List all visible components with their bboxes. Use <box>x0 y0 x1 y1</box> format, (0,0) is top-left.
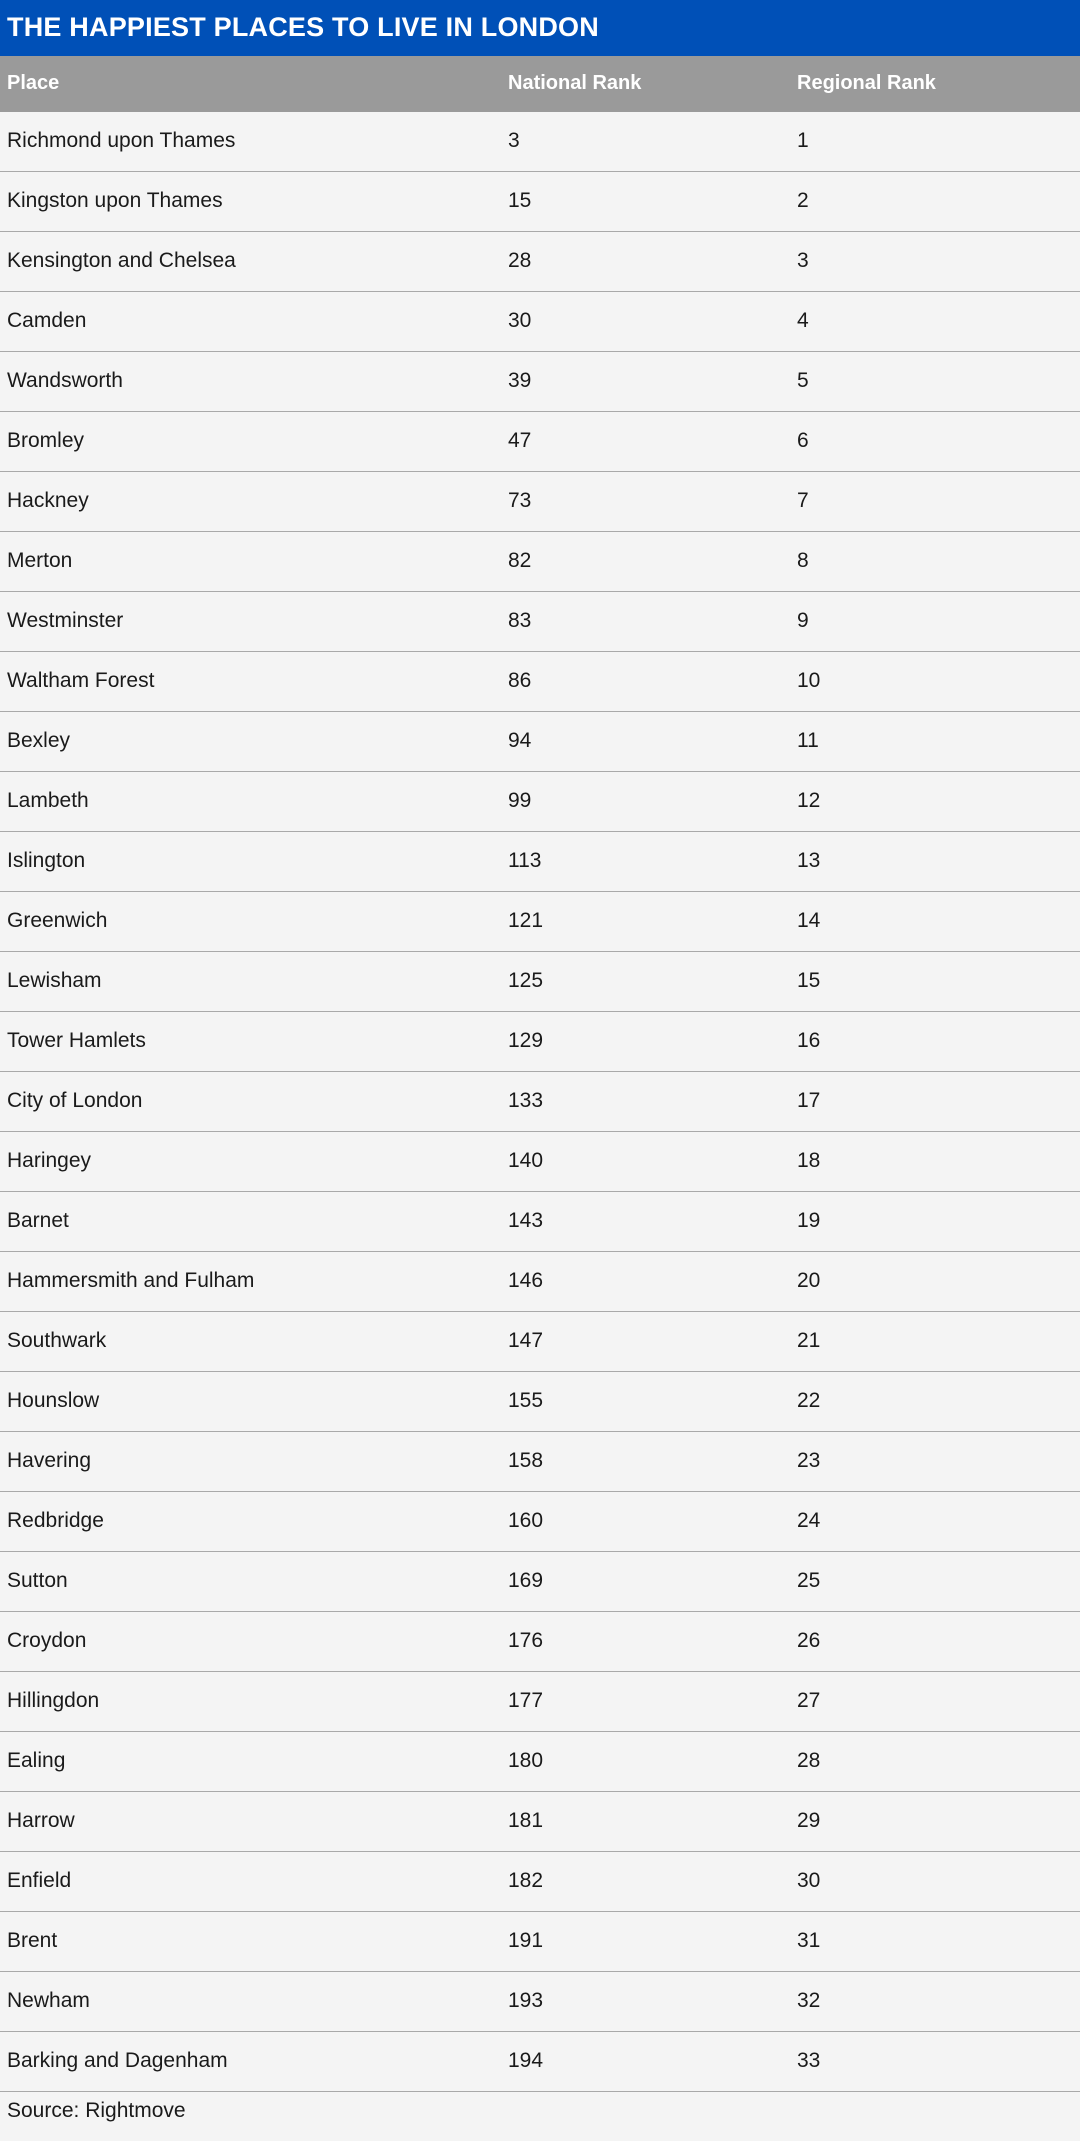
regional-rank-cell: 30 <box>797 1869 821 1892</box>
table-row <box>0 472 1080 532</box>
national-rank-cell: 160 <box>508 1509 544 1532</box>
table-row <box>0 412 1080 472</box>
place-cell: Bromley <box>7 429 85 452</box>
place-cell: Wandsworth <box>7 369 123 392</box>
regional-rank-cell: 7 <box>797 489 809 512</box>
national-rank-cell: 83 <box>508 609 532 632</box>
national-rank-cell: 73 <box>508 489 532 512</box>
table-row <box>0 232 1080 292</box>
regional-rank-cell: 3 <box>797 249 809 272</box>
table-row <box>0 832 1080 892</box>
table-row <box>0 532 1080 592</box>
national-rank-cell: 86 <box>508 669 532 692</box>
national-rank-cell: 3 <box>508 129 520 152</box>
table-row <box>0 1372 1080 1432</box>
place-cell: Sutton <box>7 1569 68 1592</box>
regional-rank-cell: 11 <box>797 729 819 752</box>
place-cell: Islington <box>7 849 86 872</box>
regional-rank-cell: 19 <box>797 1209 821 1232</box>
place-cell: Hounslow <box>7 1389 100 1412</box>
place-cell: Merton <box>7 549 73 572</box>
place-cell: Hammersmith and Fulham <box>7 1269 255 1292</box>
table-row <box>0 1672 1080 1732</box>
regional-rank-cell: 10 <box>797 669 821 692</box>
national-rank-cell: 194 <box>508 2049 544 2072</box>
table-row <box>0 1072 1080 1132</box>
source-note: Source: Rightmove <box>7 2099 186 2122</box>
place-cell: Enfield <box>7 1869 72 1892</box>
place-cell: Camden <box>7 309 87 332</box>
regional-rank-cell: 14 <box>797 909 821 932</box>
place-cell: Barnet <box>7 1209 69 1232</box>
title-bar <box>0 0 1080 56</box>
place-cell: Lambeth <box>7 789 89 812</box>
national-rank-cell: 129 <box>508 1029 544 1052</box>
place-cell: Harrow <box>7 1809 75 1832</box>
regional-rank-cell: 18 <box>797 1149 821 1172</box>
column-header-place: Place <box>7 72 60 94</box>
place-cell: Tower Hamlets <box>7 1029 146 1052</box>
place-cell: Havering <box>7 1449 92 1472</box>
table-row <box>0 1432 1080 1492</box>
place-cell: Lewisham <box>7 969 102 992</box>
national-rank-cell: 140 <box>508 1149 544 1172</box>
regional-rank-cell: 1 <box>797 129 809 152</box>
place-cell: City of London <box>7 1089 143 1112</box>
place-cell: Hackney <box>7 489 89 512</box>
table-row <box>0 112 1080 172</box>
place-cell: Ealing <box>7 1749 66 1772</box>
national-rank-cell: 82 <box>508 549 532 572</box>
table-row <box>0 172 1080 232</box>
table-body <box>0 112 1080 2092</box>
place-cell: Waltham Forest <box>7 669 155 692</box>
national-rank-cell: 155 <box>508 1389 544 1412</box>
regional-rank-cell: 23 <box>797 1449 821 1472</box>
table-header-row <box>0 56 1080 112</box>
table-row <box>0 352 1080 412</box>
table-row <box>0 1312 1080 1372</box>
regional-rank-cell: 21 <box>797 1329 821 1352</box>
national-rank-cell: 28 <box>508 249 532 272</box>
place-cell: Kingston upon Thames <box>7 189 223 212</box>
place-cell: Hillingdon <box>7 1689 100 1712</box>
table-row <box>0 1912 1080 1972</box>
regional-rank-cell: 25 <box>797 1569 821 1592</box>
national-rank-cell: 99 <box>508 789 532 812</box>
table-row <box>0 1552 1080 1612</box>
national-rank-cell: 193 <box>508 1989 544 2012</box>
national-rank-cell: 47 <box>508 429 532 452</box>
regional-rank-cell: 5 <box>797 369 809 392</box>
column-header-national-rank: National Rank <box>508 72 642 94</box>
place-cell: Brent <box>7 1929 58 1952</box>
regional-rank-cell: 16 <box>797 1029 821 1052</box>
national-rank-cell: 143 <box>508 1209 544 1232</box>
place-cell: Barking and Dagenham <box>7 2049 228 2072</box>
national-rank-cell: 113 <box>508 849 542 872</box>
national-rank-cell: 147 <box>508 1329 544 1352</box>
national-rank-cell: 146 <box>508 1269 544 1292</box>
place-cell: Kensington and Chelsea <box>7 249 236 272</box>
place-cell: Redbridge <box>7 1509 104 1532</box>
table-row <box>0 1492 1080 1552</box>
regional-rank-cell: 28 <box>797 1749 821 1772</box>
table-row <box>0 652 1080 712</box>
regional-rank-cell: 6 <box>797 429 809 452</box>
table-row <box>0 772 1080 832</box>
regional-rank-cell: 8 <box>797 549 809 572</box>
national-rank-cell: 15 <box>508 189 532 212</box>
regional-rank-cell: 20 <box>797 1269 821 1292</box>
table-row <box>0 1192 1080 1252</box>
table-row <box>0 1012 1080 1072</box>
table-row <box>0 1132 1080 1192</box>
table-row <box>0 1792 1080 1852</box>
regional-rank-cell: 13 <box>797 849 821 872</box>
place-cell: Greenwich <box>7 909 108 932</box>
place-cell: Newham <box>7 1989 90 2012</box>
table-row <box>0 892 1080 952</box>
place-cell: Croydon <box>7 1629 87 1652</box>
regional-rank-cell: 31 <box>797 1929 821 1952</box>
national-rank-cell: 176 <box>508 1629 544 1652</box>
column-header-regional-rank: Regional Rank <box>797 72 936 94</box>
place-cell: Bexley <box>7 729 71 752</box>
national-rank-cell: 181 <box>508 1809 544 1832</box>
regional-rank-cell: 22 <box>797 1389 821 1412</box>
national-rank-cell: 94 <box>508 729 532 752</box>
regional-rank-cell: 27 <box>797 1689 821 1712</box>
table-row <box>0 1972 1080 2032</box>
regional-rank-cell: 24 <box>797 1509 821 1532</box>
regional-rank-cell: 15 <box>797 969 821 992</box>
national-rank-cell: 182 <box>508 1869 544 1892</box>
table-row <box>0 592 1080 652</box>
national-rank-cell: 39 <box>508 369 532 392</box>
national-rank-cell: 177 <box>508 1689 544 1712</box>
regional-rank-cell: 32 <box>797 1989 821 2012</box>
national-rank-cell: 169 <box>508 1569 544 1592</box>
regional-rank-cell: 4 <box>797 309 809 332</box>
table-row <box>0 1852 1080 1912</box>
regional-rank-cell: 12 <box>797 789 821 812</box>
national-rank-cell: 30 <box>508 309 532 332</box>
regional-rank-cell: 9 <box>797 609 809 632</box>
regional-rank-cell: 29 <box>797 1809 821 1832</box>
table-row <box>0 1612 1080 1672</box>
regional-rank-cell: 2 <box>797 189 809 212</box>
regional-rank-cell: 33 <box>797 2049 821 2072</box>
national-rank-cell: 191 <box>508 1929 544 1952</box>
place-cell: Haringey <box>7 1149 92 1172</box>
national-rank-cell: 121 <box>508 909 544 932</box>
regional-rank-cell: 17 <box>797 1089 821 1112</box>
place-cell: Southwark <box>7 1329 107 1352</box>
table-row <box>0 292 1080 352</box>
national-rank-cell: 125 <box>508 969 544 992</box>
place-cell: Westminster <box>7 609 124 632</box>
national-rank-cell: 158 <box>508 1449 544 1472</box>
national-rank-cell: 133 <box>508 1089 544 1112</box>
table-row <box>0 1252 1080 1312</box>
place-cell: Richmond upon Thames <box>7 129 236 152</box>
table-row <box>0 1732 1080 1792</box>
table-row <box>0 712 1080 772</box>
regional-rank-cell: 26 <box>797 1629 821 1652</box>
national-rank-cell: 180 <box>508 1749 544 1772</box>
table-title: THE HAPPIEST PLACES TO LIVE IN LONDON <box>7 12 599 42</box>
table-row <box>0 952 1080 1012</box>
